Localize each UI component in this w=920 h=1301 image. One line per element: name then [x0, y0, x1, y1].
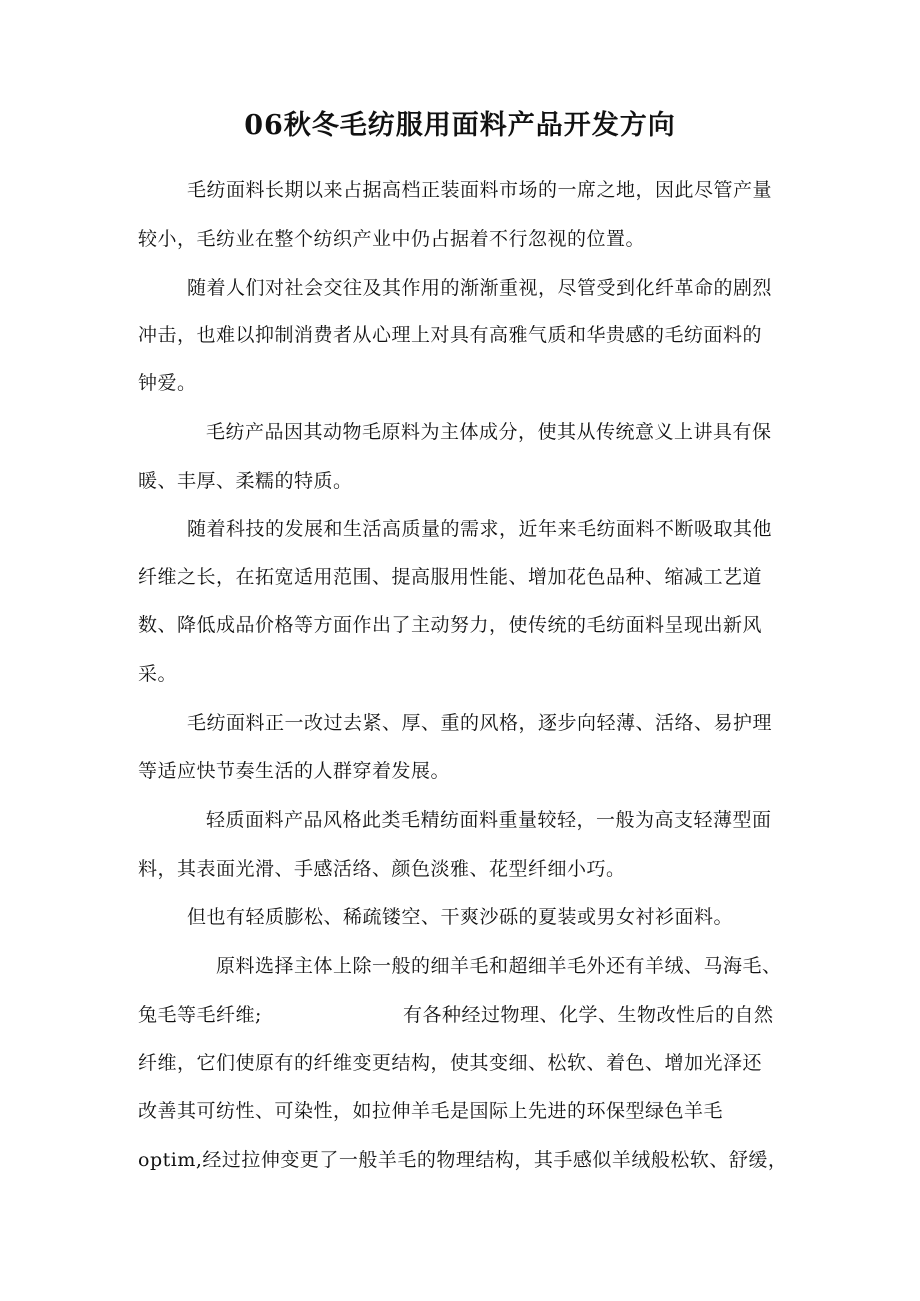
- text-line: 数、降低成品价格等方面作出了主动努力，使传统的毛纺面料呈现出新风: [138, 614, 763, 636]
- text-line: 毛纺面料正一改过去紧、厚、重的风格，逐步向轻薄、活络、易护理: [187, 712, 773, 734]
- text-line: 但也有轻质膨松、稀疏镂空、干爽沙砾的夏装或男女衬衫面料。: [187, 906, 734, 928]
- text-line: 料，其表面光滑、手感活络、颜色淡雅、花型纤细小巧。: [138, 858, 626, 880]
- text-line: 轻质面料产品风格此类毛精纺面料重量较轻，一般为高支轻薄型面: [206, 809, 772, 831]
- text-line: 毛纺面料长期以来占据高档正装面料市场的一席之地，因此尽管产量: [187, 179, 773, 201]
- text-line: 随着科技的发展和生活高质量的需求，近年来毛纺面料不断吸取其他: [187, 518, 773, 540]
- text-line: 纤维之长，在拓宽适用范围、提高服用性能、增加花色品种、缩减工艺道: [138, 566, 763, 588]
- text-line: 兔毛等毛纤维;: [138, 1004, 262, 1026]
- text-line: 有各种经过物理、化学、生物改性后的自然: [403, 1004, 774, 1026]
- text-line: 钟爱。: [138, 372, 197, 394]
- text-line: optim,经过拉伸变更了一般羊毛的物理结构，其手感似羊绒般松软、舒缓，: [138, 1149, 788, 1171]
- text-line: 冲击，也难以抑制消费者从心理上对具有高雅气质和华贵感的毛纺面料的: [138, 324, 763, 346]
- text-line: 随着人们对社会交往及其作用的渐渐重视，尽管受到化纤革命的剧烈: [187, 277, 773, 299]
- text-line: 改善其可纺性、可染性，如拉伸羊毛是国际上先进的环保型绿色羊毛: [138, 1100, 724, 1122]
- text-line: 等适应快节奏生活的人群穿着发展。: [138, 760, 451, 782]
- text-line: 较小，毛纺业在整个纺织产业中仍占据着不行忽视的位置。: [138, 228, 646, 250]
- text-line: 原料选择主体上除一般的细羊毛和超细羊毛外还有羊绒、马海毛、: [216, 955, 782, 977]
- page-title: 06秋冬毛纺服用面料产品开发方向: [244, 110, 676, 141]
- text-line: 毛纺产品因其动物毛原料为主体成分，使其从传统意义上讲具有保: [206, 421, 772, 443]
- text-line: 暖、丰厚、柔糯的特质。: [138, 470, 353, 492]
- text-line: 采。: [138, 663, 178, 685]
- text-line: 纤维，它们使原有的纤维变更结构，使其变细、松软、着色、增加光泽还: [138, 1052, 763, 1074]
